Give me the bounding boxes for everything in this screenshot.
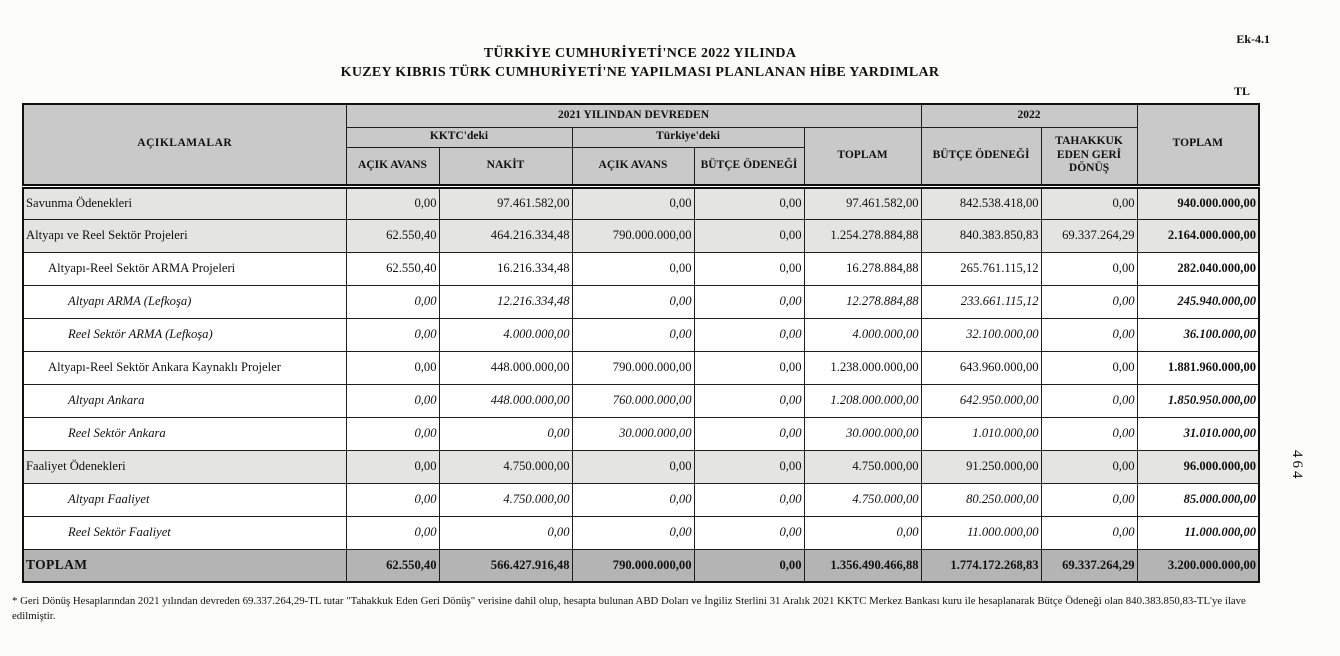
col-group-kktc-deki: KKTC'deki: [346, 127, 572, 147]
cell-value: 4.750.000,00: [439, 483, 572, 516]
page-number: 464: [1289, 450, 1305, 482]
cell-value: 97.461.582,00: [804, 186, 921, 219]
cell-value: 12.216.334,48: [439, 285, 572, 318]
cell-value: 1.010.000,00: [921, 417, 1041, 450]
row-label: TOPLAM: [23, 549, 346, 582]
col-header-acik-avans-kktc: AÇIK AVANS: [346, 147, 439, 186]
cell-value: 0,00: [1041, 252, 1137, 285]
col-header-nakit: NAKİT: [439, 147, 572, 186]
cell-value: 0,00: [572, 252, 694, 285]
cell-value: 1.208.000.000,00: [804, 384, 921, 417]
cell-value: 448.000.000,00: [439, 351, 572, 384]
table-row: [23, 186, 1259, 219]
cell-value: 448.000.000,00: [439, 384, 572, 417]
cell-value: 0,00: [694, 549, 804, 582]
cell-value: 36.100.000,00: [1137, 318, 1259, 351]
col-header-butce-odenegi-2022: BÜTÇE ÖDENEĞİ: [921, 127, 1041, 186]
col-header-toplam-genel: TOPLAM: [1137, 104, 1259, 186]
cell-value: 16.278.884,88: [804, 252, 921, 285]
row-label: Altyapı-Reel Sektör Ankara Kaynaklı Projeler: [23, 351, 346, 384]
cell-value: 2.164.000.000,00: [1137, 219, 1259, 252]
row-label: Reel Sektör Ankara: [23, 417, 346, 450]
cell-value: 0,00: [572, 318, 694, 351]
cell-value: 790.000.000,00: [572, 351, 694, 384]
row-label: Altyapı-Reel Sektör ARMA Projeleri: [23, 252, 346, 285]
cell-value: 0,00: [694, 516, 804, 549]
grants-table: [22, 103, 1260, 583]
cell-value: 69.337.264,29: [1041, 549, 1137, 582]
cell-value: 0,00: [1041, 483, 1137, 516]
cell-value: 0,00: [1041, 186, 1137, 219]
cell-value: 4.750.000,00: [804, 483, 921, 516]
currency-unit-label: TL: [1233, 84, 1250, 98]
table-total-row: [23, 549, 1259, 582]
table-body: [23, 186, 1259, 582]
cell-value: 3.200.000.000,00: [1137, 549, 1259, 582]
row-label: Altyapı Ankara: [23, 384, 346, 417]
cell-value: 265.761.115,12: [921, 252, 1041, 285]
cell-value: 0,00: [1041, 516, 1137, 549]
cell-value: 0,00: [439, 417, 572, 450]
row-label: Altyapı ve Reel Sektör Projeleri: [23, 219, 346, 252]
cell-value: 62.550,40: [346, 219, 439, 252]
cell-value: 0,00: [694, 285, 804, 318]
footnote: * Geri Dönüş Hesaplarından 2021 yılından devreden 69.337.264,29-TL tutar "Tahakkuk Eden Geri Dönüş" verisine dahil olup, hesapta bulunan ABD Doları ve İngiliz Sterlini 31 Aralık 2021 KKTC Merkez Bankası kuru ile hesaplanarak Bütçe Ödeneği olan 840.383.850,83-TL'ye ilave edilmiştir.: [12, 595, 1246, 623]
cell-value: 0,00: [346, 186, 439, 219]
cell-value: 0,00: [1041, 351, 1137, 384]
cell-value: 0,00: [572, 450, 694, 483]
cell-value: 1.254.278.884,88: [804, 219, 921, 252]
cell-value: 0,00: [346, 351, 439, 384]
cell-value: 97.461.582,00: [439, 186, 572, 219]
document-title: [22, 46, 1258, 81]
cell-value: 0,00: [1041, 318, 1137, 351]
table-row: [23, 285, 1259, 318]
cell-value: 282.040.000,00: [1137, 252, 1259, 285]
cell-value: 0,00: [1041, 450, 1137, 483]
cell-value: 11.000.000,00: [921, 516, 1041, 549]
col-header-butce-odenegi-turkiye: BÜTÇE ÖDENEĞİ: [694, 147, 804, 186]
table-row: [23, 318, 1259, 351]
cell-value: 4.750.000,00: [804, 450, 921, 483]
cell-value: 4.000.000,00: [804, 318, 921, 351]
col-group-2021-devreden: 2021 YILINDAN DEVREDEN: [346, 104, 921, 127]
cell-value: 96.000.000,00: [1137, 450, 1259, 483]
cell-value: 842.538.418,00: [921, 186, 1041, 219]
table-row: [23, 219, 1259, 252]
cell-value: 0,00: [572, 516, 694, 549]
cell-value: 85.000.000,00: [1137, 483, 1259, 516]
cell-value: 0,00: [694, 417, 804, 450]
cell-value: 0,00: [694, 219, 804, 252]
cell-value: 0,00: [346, 318, 439, 351]
cell-value: 30.000.000,00: [572, 417, 694, 450]
cell-value: 0,00: [346, 450, 439, 483]
row-label: Faaliyet Ödenekleri: [23, 450, 346, 483]
cell-value: 16.216.334,48: [439, 252, 572, 285]
cell-value: 840.383.850,83: [921, 219, 1041, 252]
cell-value: 0,00: [346, 384, 439, 417]
cell-value: 0,00: [694, 384, 804, 417]
cell-value: 0,00: [694, 186, 804, 219]
col-header-acik-avans-turkiye: AÇIK AVANS: [572, 147, 694, 186]
table-header: [23, 104, 1259, 186]
row-label: Altyapı Faaliyet: [23, 483, 346, 516]
cell-value: 30.000.000,00: [804, 417, 921, 450]
col-group-2022: 2022: [921, 104, 1137, 127]
cell-value: 69.337.264,29: [1041, 219, 1137, 252]
cell-value: 31.010.000,00: [1137, 417, 1259, 450]
table-row: [23, 252, 1259, 285]
cell-value: 940.000.000,00: [1137, 186, 1259, 219]
cell-value: 464.216.334,48: [439, 219, 572, 252]
cell-value: 4.750.000,00: [439, 450, 572, 483]
row-label: Reel Sektör Faaliyet: [23, 516, 346, 549]
document-title-line1: TÜRKİYE CUMHURİYETİ'NCE 2022 YILINDA: [483, 46, 797, 61]
cell-value: 760.000.000,00: [572, 384, 694, 417]
cell-value: 32.100.000,00: [921, 318, 1041, 351]
cell-value: 0,00: [572, 285, 694, 318]
row-label: Altyapı ARMA (Lefkoşa): [23, 285, 346, 318]
col-group-turkiye-deki: Türkiye'deki: [572, 127, 804, 147]
cell-value: 790.000.000,00: [572, 549, 694, 582]
cell-value: 0,00: [346, 417, 439, 450]
table-row: [23, 384, 1259, 417]
col-header-tahakkuk-eden-geri-donus: TAHAKKUK EDEN GERİ DÖNÜŞ: [1041, 127, 1137, 186]
cell-value: 80.250.000,00: [921, 483, 1041, 516]
cell-value: 0,00: [346, 483, 439, 516]
cell-value: 245.940.000,00: [1137, 285, 1259, 318]
cell-value: 4.000.000,00: [439, 318, 572, 351]
cell-value: 0,00: [572, 483, 694, 516]
col-header-toplam-2021: TOPLAM: [804, 127, 921, 186]
cell-value: 0,00: [694, 450, 804, 483]
table-row: [23, 483, 1259, 516]
table-row: [23, 450, 1259, 483]
cell-value: 0,00: [694, 318, 804, 351]
cell-value: 0,00: [1041, 417, 1137, 450]
document-title-line2: KUZEY KIBRIS TÜRK CUMHURİYETİ'NE YAPILMASI PLANLANAN HİBE YARDIMLAR: [340, 65, 940, 80]
table-row: [23, 351, 1259, 384]
cell-value: 0,00: [1041, 384, 1137, 417]
cell-value: 0,00: [694, 252, 804, 285]
row-label: Savunma Ödenekleri: [23, 186, 346, 219]
cell-value: 1.850.950.000,00: [1137, 384, 1259, 417]
col-header-aciklamalar: AÇIKLAMALAR: [23, 104, 346, 186]
cell-value: 642.950.000,00: [921, 384, 1041, 417]
cell-value: 643.960.000,00: [921, 351, 1041, 384]
cell-value: 62.550,40: [346, 252, 439, 285]
cell-value: 0,00: [1041, 285, 1137, 318]
cell-value: 790.000.000,00: [572, 219, 694, 252]
cell-value: 233.661.115,12: [921, 285, 1041, 318]
cell-value: 0,00: [572, 186, 694, 219]
cell-value: 0,00: [804, 516, 921, 549]
cell-value: 0,00: [346, 285, 439, 318]
cell-value: 62.550,40: [346, 549, 439, 582]
table-row: [23, 417, 1259, 450]
row-label: Reel Sektör ARMA (Lefkoşa): [23, 318, 346, 351]
cell-value: 91.250.000,00: [921, 450, 1041, 483]
cell-value: 0,00: [346, 516, 439, 549]
table-row: [23, 516, 1259, 549]
cell-value: 0,00: [439, 516, 572, 549]
cell-value: 1.774.172.268,83: [921, 549, 1041, 582]
cell-value: 0,00: [694, 351, 804, 384]
cell-value: 1.881.960.000,00: [1137, 351, 1259, 384]
cell-value: 11.000.000,00: [1137, 516, 1259, 549]
cell-value: 0,00: [694, 483, 804, 516]
cell-value: 566.427.916,48: [439, 549, 572, 582]
cell-value: 1.356.490.466,88: [804, 549, 921, 582]
attachment-label: Ek-4.1: [1236, 32, 1270, 46]
cell-value: 12.278.884,88: [804, 285, 921, 318]
cell-value: 1.238.000.000,00: [804, 351, 921, 384]
